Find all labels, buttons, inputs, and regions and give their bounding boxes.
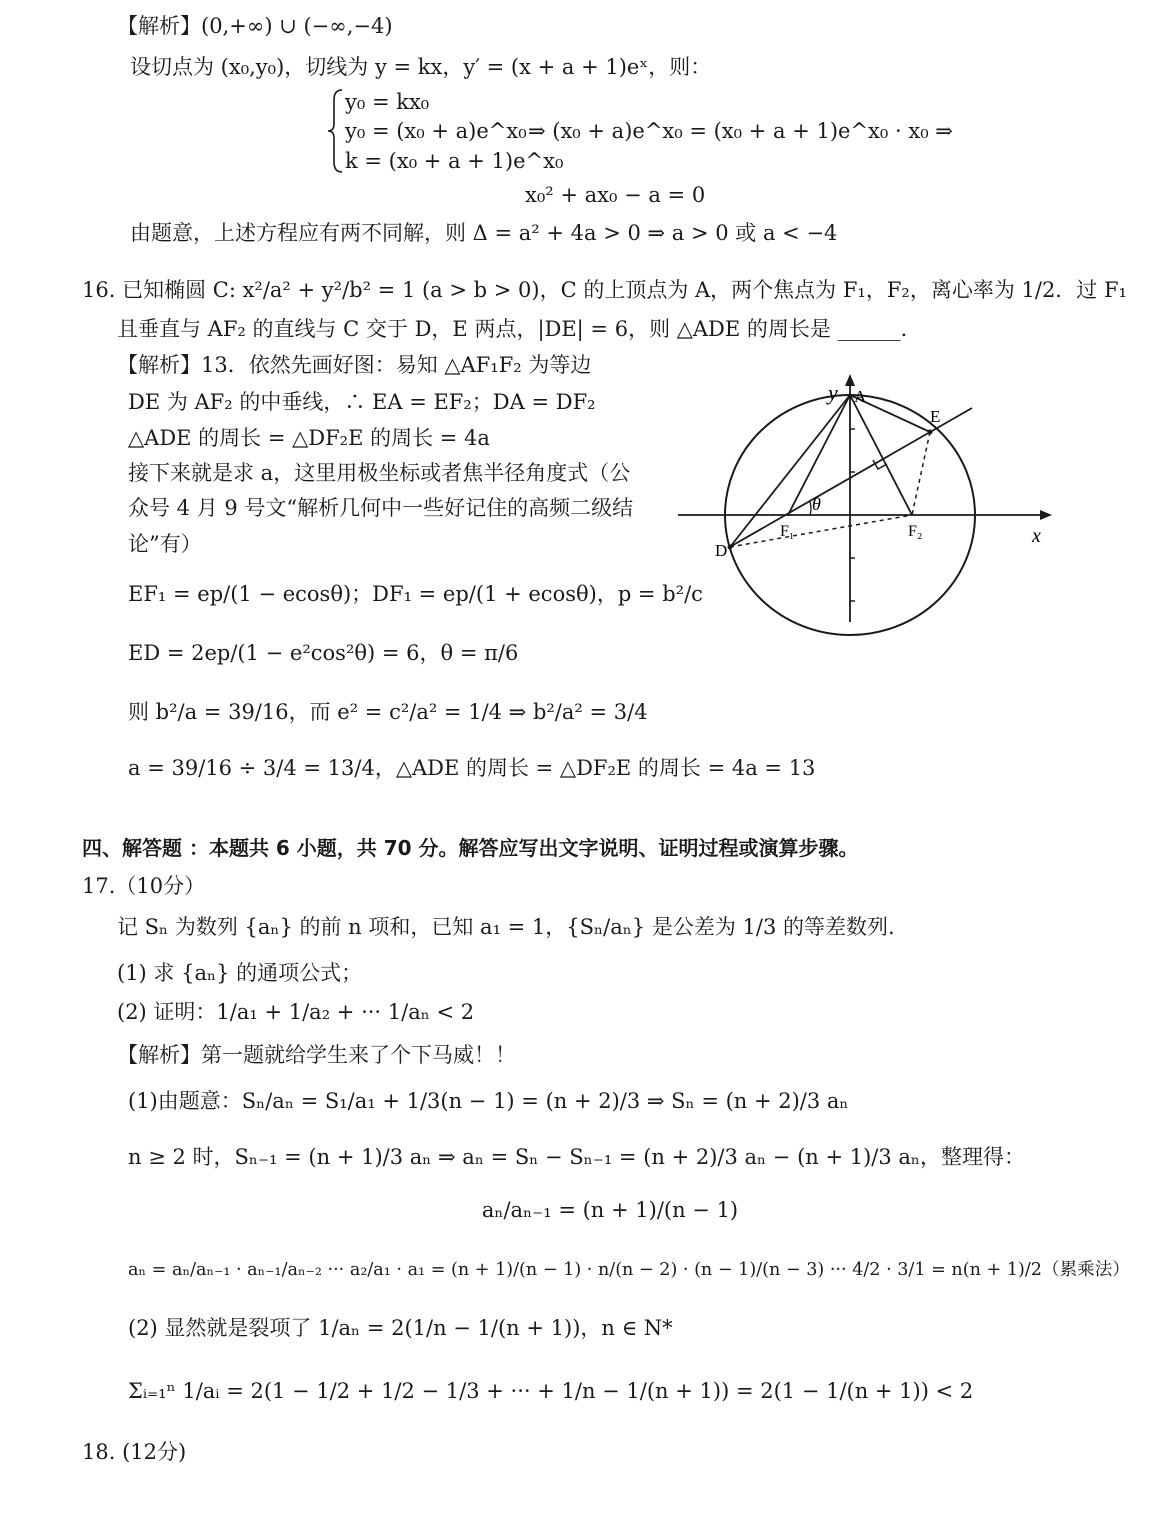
q17-product: aₙ = aₙ/aₙ₋₁ · aₙ₋₁/aₙ₋₂ ··· a₂/a₁ · a₁ = (n + 1)/(n − 1) · n/(n − 2) · (n − 1)/(n − 3) ··· 4/2 · 3/1 = n(n + 1)/2（累乘法） <box>128 1260 1130 1280</box>
q16-formula-4: a = 39/16 ÷ 3/4 = 13/4，△ADE 的周长 = △DF₂E 的周长 = 4a = 13 <box>128 756 816 780</box>
q17-step-1: (1)由题意：Sₙ/aₙ = S₁/a₁ + 1/3(n − 1) = (n + 2)/3 ⇒ Sₙ = (n + 2)/3 aₙ <box>128 1089 849 1113</box>
q16-statement-line-2: 且垂直与 AF₂ 的直线与 C 交于 D，E 两点，|DE| = 6，则 △ADE 的周长是 ______． <box>117 317 922 341</box>
system-line-2: y₀ = (x₀ + a)e^x₀ <box>345 119 527 143</box>
label-A: A <box>854 387 867 406</box>
label-y: y <box>828 380 838 405</box>
q17-sum: Σᵢ₌₁ⁿ 1/aᵢ = 2(1 − 1/2 + 1/2 − 1/3 + ··· + 1/n − 1/(n + 1)) = 2(1 − 1/(n + 1)) < 2 <box>128 1379 974 1403</box>
q16-formula-1: EF₁ = ep/(1 − ecosθ)；DF₁ = ep/(1 + ecosθ)，p = b²/c <box>128 582 703 606</box>
y-axis-arrow-icon <box>845 374 855 386</box>
q17-analysis: 【解析】第一题就给学生来了个下马威！！ <box>117 1043 516 1067</box>
q16-step-5: 论”有） <box>128 532 202 556</box>
q16-step-3: 接下来就是求 a，这里用极坐标或者焦半径角度式（公 <box>128 461 631 485</box>
q16-step-1: DE 为 AF₂ 的中垂线，∴ EA = EF₂；DA = DF₂ <box>128 390 596 414</box>
q17-ratio: aₙ/aₙ₋₁ = (n + 1)/(n − 1) <box>481 1198 739 1222</box>
label-E: E <box>930 407 941 426</box>
q16-formula-3: 则 b²/a = 39/16，而 e² = c²/a² = 1/4 ⇒ b²/a² = 3/4 <box>128 700 648 724</box>
q16-analysis: 【解析】13．依然先画好图：易知 △AF₁F₂ 为等边 <box>117 353 592 377</box>
segment-AF2 <box>850 395 912 515</box>
brace-icon <box>326 88 346 174</box>
label-theta: θ <box>812 494 821 514</box>
q15-conclusion: 由题意，上述方程应有两不同解，则 Δ = a² + 4a > 0 ⇒ a > 0 或 a < −4 <box>130 221 838 245</box>
ellipse-diagram <box>670 370 1070 640</box>
q17-heading: 17.（10分） <box>82 874 206 898</box>
label-x: x <box>1032 525 1041 547</box>
q16-statement-line-1: 16. 已知椭圆 C: x²/a² + y²/b² = 1 (a > b > 0)，C 的上顶点为 A，两个焦点为 F₁，F₂，离心率为 1/2．过 F₁ <box>82 278 1127 302</box>
q15-answer: 【解析】(0,+∞) ∪ (−∞,−4) <box>117 14 393 38</box>
q17-step-2: n ≥ 2 时，Sₙ₋₁ = (n + 1)/3 aₙ ⇒ aₙ = Sₙ − Sₙ₋₁ = (n + 2)/3 aₙ − (n + 1)/3 aₙ，整理得： <box>128 1145 1026 1169</box>
q15-implication: ⇒ (x₀ + a)e^x₀ = (x₀ + a + 1)e^x₀ · x₀ ⇒ <box>528 119 953 143</box>
label-D: D <box>715 541 728 560</box>
q17-part-1: (1) 求 {aₙ} 的通项公式； <box>117 961 363 985</box>
q17-statement: 记 Sₙ 为数列 {aₙ} 的前 n 项和，已知 a₁ = 1，{Sₙ/aₙ} 是公差为 1/3 的等差数列. <box>117 915 895 939</box>
label-F1: F₁ <box>780 523 795 540</box>
q15-quadratic: x₀² + ax₀ − a = 0 <box>525 183 706 207</box>
system-line-1: y₀ = kx₀ <box>345 90 430 114</box>
q16-step-2: △ADE 的周长 = △DF₂E 的周长 = 4a <box>128 426 490 450</box>
label-F2: F₂ <box>908 523 923 540</box>
q18-heading: 18. (12分) <box>82 1440 187 1464</box>
x-axis-arrow-icon <box>1040 510 1052 520</box>
q15-setup: 设切点为 (x₀,y₀)，切线为 y = kx，y′ = (x + a + 1)eˣ，则： <box>130 55 712 79</box>
q17-part-2: (2) 证明：1/a₁ + 1/a₂ + ··· 1/aₙ < 2 <box>117 1000 475 1024</box>
section-heading: 四、解答题 ：本题共 6 小题，共 70 分。解答应写出文字说明、证明过程或演算步骤。 <box>82 836 859 860</box>
segment-EF2 <box>912 432 930 515</box>
q17-telescoping: (2) 显然就是裂项了 1/aₙ = 2(1/n − 1/(n + 1))，n ∈ N* <box>128 1316 673 1340</box>
q16-formula-2: ED = 2ep/(1 − e²cos²θ) = 6，θ = π/6 <box>128 641 519 665</box>
q16-step-4: 众号 4 月 9 号文“解析几何中一些好记住的高频二级结 <box>128 496 634 520</box>
system-line-3: k = (x₀ + a + 1)e^x₀ <box>345 149 564 173</box>
